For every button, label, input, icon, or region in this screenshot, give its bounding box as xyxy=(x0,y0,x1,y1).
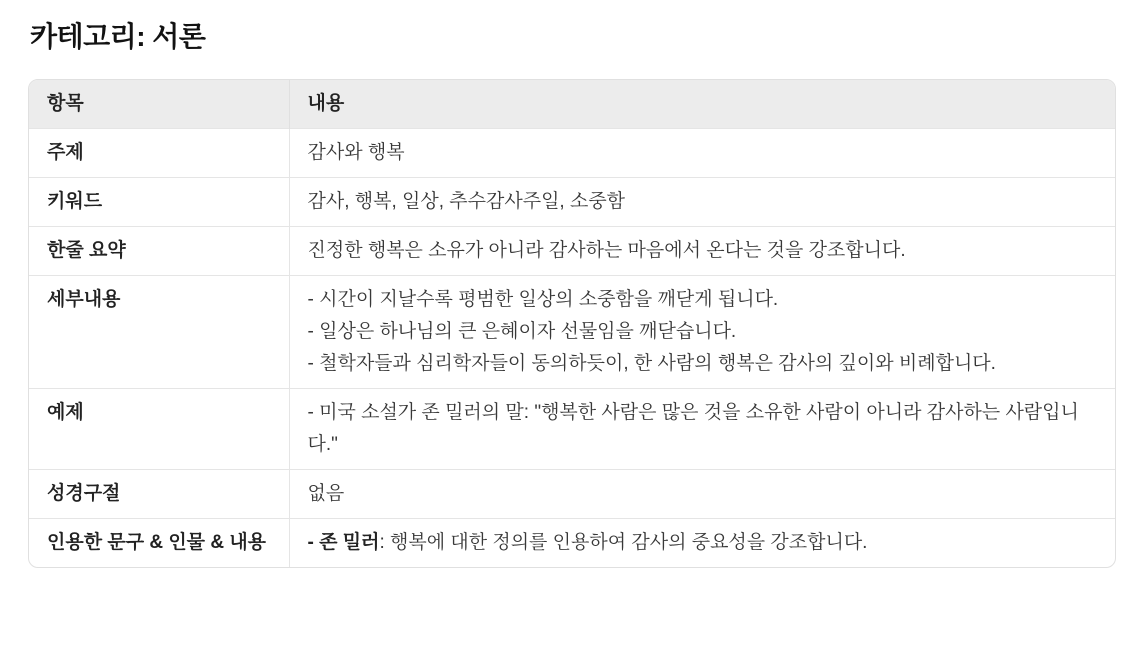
content-line: 진정한 행복은 소유가 아니라 감사하는 마음에서 온다는 것을 강조합니다. xyxy=(307,239,906,261)
table-header xyxy=(29,80,1115,129)
content-line: - 일상은 하나님의 큰 은혜이자 선물임을 깨닫습니다. xyxy=(307,320,737,342)
content-line: 감사, 행복, 일상, 추수감사주일, 소중함 xyxy=(307,190,626,212)
row-content xyxy=(289,388,1115,469)
content-line: - 철학자들과 심리학자들이 동의하듯이, 한 사람의 행복은 감사의 깊이와 비례합니다. xyxy=(307,352,996,374)
content-line: - 미국 소설가 존 밀러의 말: "행복한 사람은 많은 것을 소유한 사람이 아니라 감사하는 사람입니다." xyxy=(307,401,1079,455)
table-row xyxy=(29,128,1115,177)
content-line: - 시간이 지날수록 평범한 일상의 소중함을 깨닫게 됩니다. xyxy=(307,288,779,310)
table-row xyxy=(29,469,1115,518)
table-row xyxy=(29,518,1115,567)
row-content xyxy=(289,226,1115,275)
content-line: - 존 밀러: 행복에 대한 정의를 인용하여 감사의 중요성을 강조합니다. xyxy=(307,531,868,553)
table-row xyxy=(29,275,1115,388)
row-content xyxy=(289,128,1115,177)
header-cell-item: 항목 xyxy=(29,80,289,129)
category-table-container xyxy=(28,79,1116,568)
table-row xyxy=(29,388,1115,469)
header-cell-content: 내용 xyxy=(289,80,1115,129)
row-label: 세부내용 xyxy=(29,275,289,388)
row-content xyxy=(289,275,1115,388)
content-line: 감사와 행복 xyxy=(307,141,405,163)
row-label: 인용한 문구 & 인물 & 내용 xyxy=(29,518,289,567)
row-content xyxy=(289,177,1115,226)
content-line: 없음 xyxy=(307,482,345,504)
row-content xyxy=(289,469,1115,518)
row-label: 성경구절 xyxy=(29,469,289,518)
table-row xyxy=(29,226,1115,275)
row-label: 예제 xyxy=(29,388,289,469)
row-label: 키워드 xyxy=(29,177,289,226)
table-body xyxy=(29,128,1115,567)
table-row xyxy=(29,177,1115,226)
row-content xyxy=(289,518,1115,567)
row-label: 한줄 요약 xyxy=(29,226,289,275)
row-label: 주제 xyxy=(29,128,289,177)
page-title: 카테고리: 서론 xyxy=(30,21,206,52)
category-table xyxy=(29,80,1115,567)
header-row xyxy=(29,80,1115,129)
